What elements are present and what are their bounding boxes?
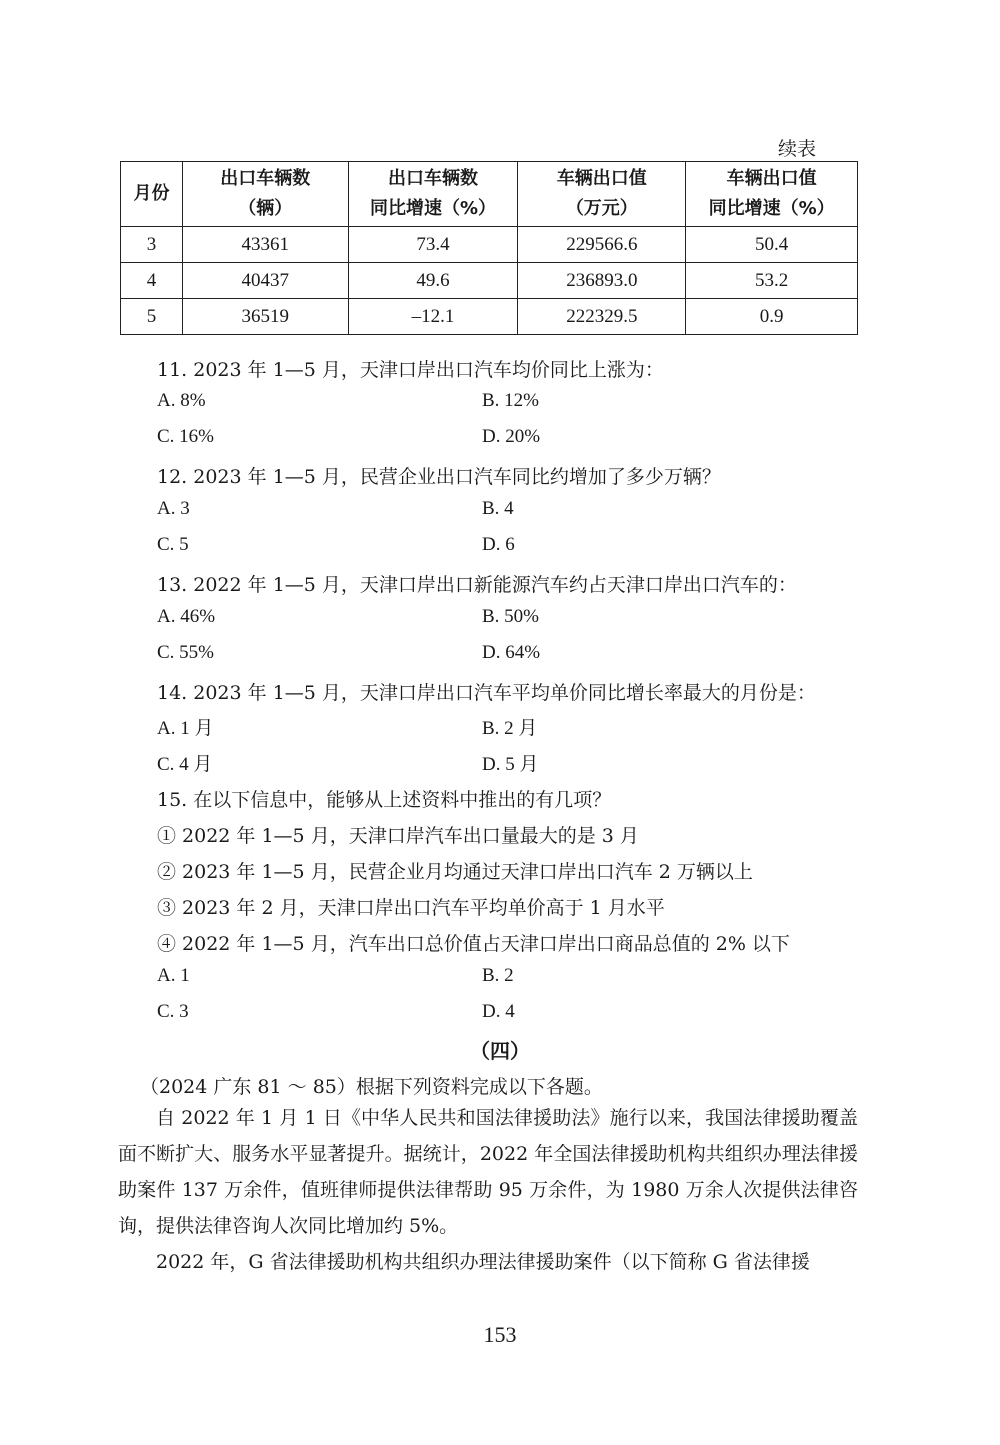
question-14-stem: 14. 2023 年 1—5 月，天津口岸出口汽车平均单价同比增长率最大的月份是： [157, 682, 816, 704]
question-12-option-c[interactable]: C. 5 [157, 534, 189, 555]
question-11-stem: 11. 2023 年 1—5 月，天津口岸出口汽车均价同比上涨为： [157, 359, 664, 381]
question-15-option-c[interactable]: C. 3 [157, 1001, 189, 1022]
question-15-statement-4: ④ 2022 年 1—5 月，汽车出口总价值占天津口岸出口商品总值的 2% 以下 [157, 933, 790, 955]
cell-count: 43361 [182, 227, 348, 263]
question-11-option-d[interactable]: D. 20% [482, 426, 541, 447]
table-row [121, 299, 858, 335]
question-15-statement-3: ③ 2023 年 2 月，天津口岸出口汽车平均单价高于 1 月水平 [157, 897, 665, 919]
question-13-option-d[interactable]: D. 64% [482, 642, 541, 663]
table-row [121, 227, 858, 263]
table-caption: 续表 [778, 138, 817, 160]
question-15-option-b[interactable]: B. 2 [482, 965, 514, 986]
question-15-stem: 15. 在以下信息中，能够从上述资料中推出的有几项？ [157, 789, 612, 811]
question-11-option-c[interactable]: C. 16% [157, 426, 214, 447]
cell-month: 5 [121, 299, 183, 335]
question-12-option-a[interactable]: A. 3 [157, 498, 190, 519]
question-12-option-b[interactable]: B. 4 [482, 498, 514, 519]
question-12-option-d[interactable]: D. 6 [482, 534, 515, 555]
question-13-option-c[interactable]: C. 55% [157, 642, 214, 663]
cell-value-growth: 0.9 [686, 299, 858, 335]
section-paragraph-2: 2022 年，G 省法律援助机构共组织办理法律援助案件（以下简称 G 省法律援 [156, 1251, 810, 1273]
question-12-stem: 12. 2023 年 1—5 月，民营企业出口汽车同比约增加了多少万辆？ [157, 466, 721, 488]
header-export-value-growth: 车辆出口值 同比增速（%） [686, 162, 858, 227]
question-14-option-c[interactable]: C. 4 月 [157, 754, 213, 775]
cell-month: 4 [121, 263, 183, 299]
table-header-row [121, 162, 858, 227]
cell-value: 229566.6 [518, 227, 686, 263]
question-11-option-b[interactable]: B. 12% [482, 390, 539, 411]
question-13-option-b[interactable]: B. 50% [482, 606, 539, 627]
question-13-option-a[interactable]: A. 46% [157, 606, 216, 627]
cell-count: 36519 [182, 299, 348, 335]
cell-count: 40437 [182, 263, 348, 299]
header-month: 月份 [121, 162, 183, 227]
question-14-option-a[interactable]: A. 1 月 [157, 718, 214, 739]
cell-count-growth: –12.1 [348, 299, 518, 335]
cell-value-growth: 53.2 [686, 263, 858, 299]
cell-value: 222329.5 [518, 299, 686, 335]
cell-count-growth: 73.4 [348, 227, 518, 263]
header-export-value: 车辆出口值 （万元） [518, 162, 686, 227]
section-intro: （2024 广东 81 ～ 85）根据下列资料完成以下各题。 [140, 1076, 603, 1098]
cell-value-growth: 50.4 [686, 227, 858, 263]
question-13-stem: 13. 2022 年 1—5 月，天津口岸出口新能源汽车约占天津口岸出口汽车的： [157, 574, 797, 596]
section-title: （四） [470, 1039, 530, 1063]
question-15-option-a[interactable]: A. 1 [157, 965, 190, 986]
cell-count-growth: 49.6 [348, 263, 518, 299]
export-data-table [120, 161, 858, 335]
table-row [121, 263, 858, 299]
page-number: 153 [483, 1322, 517, 1347]
question-15-statement-1: ① 2022 年 1—5 月，天津口岸汽车出口量最大的是 3 月 [157, 825, 639, 847]
header-export-count-growth: 出口车辆数 同比增速（%） [348, 162, 518, 227]
section-paragraph-1: 自 2022 年 1 月 1 日《中华人民共和国法律援助法》施行以来，我国法律援助覆盖面不断扩大、服务水平显著提升。据统计，2022 年全国法律援助机构共组织办理法律援助案件 137 万余件，值班律师提供法律帮助 95 万余件，为 1980 万余人次提供法律咨询，提供法律咨询人次同比增加约 5%。 [118, 1107, 858, 1237]
question-11-option-a[interactable]: A. 8% [157, 390, 206, 411]
question-14-option-b[interactable]: B. 2 月 [482, 718, 538, 739]
cell-value: 236893.0 [518, 263, 686, 299]
question-14-option-d[interactable]: D. 5 月 [482, 754, 539, 775]
question-15-option-d[interactable]: D. 4 [482, 1001, 515, 1022]
cell-month: 3 [121, 227, 183, 263]
question-15-statement-2: ② 2023 年 1—5 月，民营企业月均通过天津口岸出口汽车 2 万辆以上 [157, 861, 753, 883]
header-export-count: 出口车辆数 （辆） [182, 162, 348, 227]
